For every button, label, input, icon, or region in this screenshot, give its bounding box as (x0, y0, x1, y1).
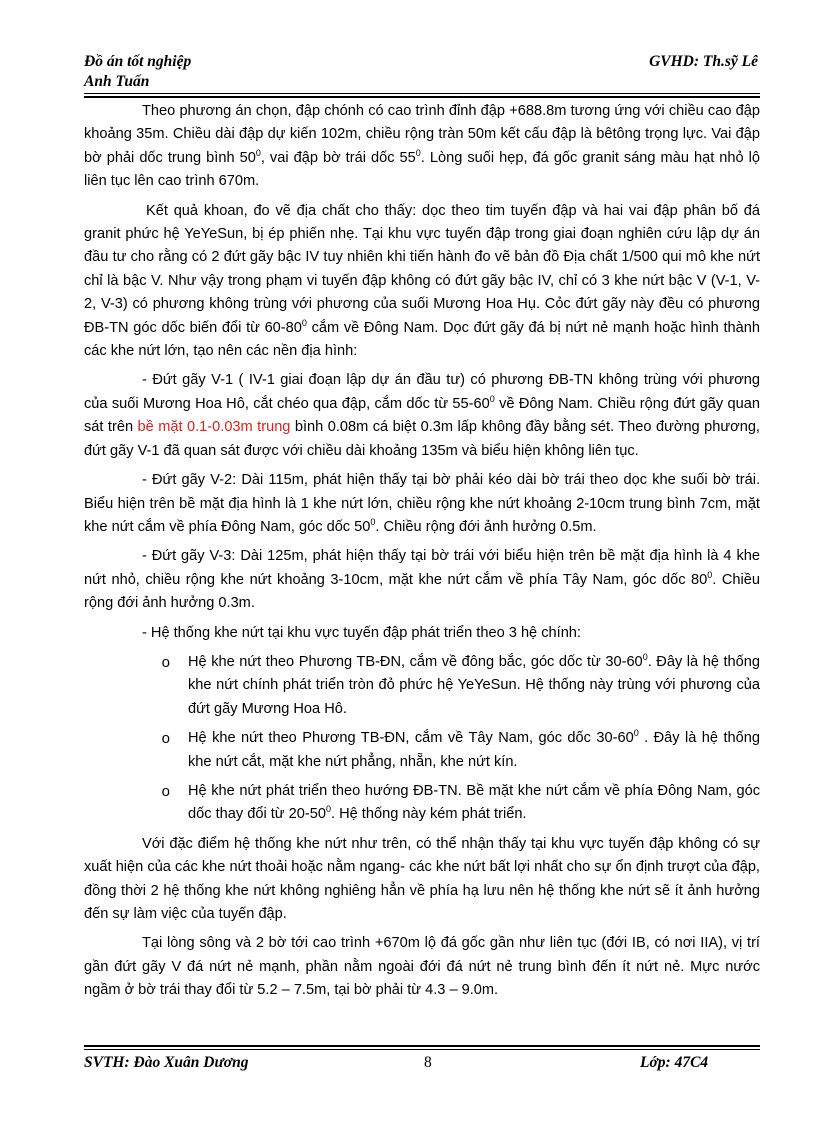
paragraph-riverbed-groundwater: Tại lòng sông và 2 bờ tới cao trình +670m lộ đá gốc gần như liên tục (đới IB, có nơi IIA), vị trí gần đứt gãy V đá nứt nẻ mạnh, phần nằm ngoài đới đá nứt nẻ trung bình đến ít nứt nẻ. Mực nước ngầm ở bờ trái thay đổi từ 5.2 – 7.5m, tại bờ phải từ 4.3 – 9.0m. (84, 935, 760, 999)
list-item: o Hệ khe nứt phát triển theo hướng ĐB-TN. Bề mặt khe nứt cắm về phía Đông Nam, góc dốc thay đổi từ $20-50^0$. Hệ thống này kém phát triển. (84, 780, 760, 827)
header-rule (84, 93, 760, 94)
header-advisor-name: Anh Tuấn (84, 73, 150, 90)
paragraph-dam-overview: Theo phương án chọn, đập chónh có cao trình đỉnh đập +688.8m tương ứng với chiều cao đập khoảng 35m. Chiều dài đập dự kiến 102m, chiều rộng tràn 50m kết cấu đập là bêtông trọng lực. Vai đập bờ phải dốc trung bình $50^0$, vai đập bờ trái dốc $55^0$. Lòng suối hẹp, đá gốc granit sáng màu hạt nhỏ lộ liên tục lên cao trình 670m. (84, 103, 761, 190)
header-left (84, 52, 191, 92)
footer-class: Lớp: 47C4 (640, 1054, 709, 1071)
footer-rule-thick (84, 1045, 760, 1047)
list-item: o Hệ khe nứt theo Phương TB-ĐN, cắm về Tây Nam, góc dốc $30-60^0$ . Đây là hệ thống khe nứt cắt, mặt khe nứt phẳng, nhẵn, khe nứt kín. (84, 727, 760, 774)
list-item: o Hệ khe nứt theo Phương TB-ĐN, cắm về đông bắc, góc dốc từ $30-60^0$. Đây là hệ thống khe nứt chính phát triển tròn đỏ phức hệ YeYeSun. Hệ thống này trùng với phương của đứt gãy Mương Hoa Hô. (84, 651, 760, 721)
bullet-marker: o (161, 730, 170, 748)
paragraph-fracture-systems: - Hệ thống khe nứt tại khu vực tuyến đập phát triển theo 3 hệ chính: (142, 624, 581, 641)
bullet-marker: o (161, 653, 170, 671)
footer-student: SVTH: Đào Xuân Dương (84, 1054, 249, 1071)
bullet-marker: o (161, 782, 170, 800)
footer-rule (84, 1049, 760, 1050)
paragraph-drilling-results: Kết quả khoan, đo vẽ địa chất cho thấy: dọc theo tim tuyến đập và hai vai đập phân bố đá granit phức hệ YeYeSun, bị ép phiến nhẹ. Tại khu vực tuyến đập trong giai đoạn nghiên cứu lập dự án đầu tư cho rằng có 2 đứt gãy bậc IV tuy nhiên khi tiến hành đo vẽ bản đồ Địa chất 1/500 qui mô khe nứt chỉ là bậc V. Như vậy trong phạm vi tuyến đập không có đứt gãy bậc IV, chỉ có 3 khe nứt bậc V (V-1, V-2, V-3) có phương không trùng với phương của suối Mương Hoa Hụ. Cỏc đứt gãy này đều có phương ĐB-TN góc dốc biến đổi từ $60-80^0$ cắm về Đông Nam. Dọc đứt gãy đá bị nứt nẻ mạnh hoặc hình thành các khe nứt lớn, tạo nên các nền địa hình: (84, 202, 760, 360)
paragraph-fault-v1: - Đứt gãy V-1 ( IV-1 giai đoạn lập dự án đầu tư) có phương ĐB-TN không trùng với phương của suối Mương Hoa Hô, cắt chéo qua đập, cắm dốc từ $55-60^0$ về Đông Nam. Chiều rộng đứt gãy quan sát trên bề mặt 0.1-0.03m trung bình 0.08m cá biệt 0.3m lấp không đầy bằng sét. Theo đường phương, đứt gãy V-1 đã quan sát được với chiều dài khoảng 135m và biểu hiện không liên tục. (84, 372, 760, 459)
paragraph-fault-v2: - Đứt gãy V-2: Dài 115m, phát hiện thấy tại bờ phải kéo dài bờ trái theo dọc khe suối bờ trái. Biểu hiện trên bề mặt địa hình là 1 khe nứt lớn, chiều rộng khe nứt khoảng 2-10cm trung bình 7cm, mặt khe nứt cắm về phía Đông Nam, góc dốc $50^0$. Chiều rộng đới ảnh hưởng 0.5m. (84, 472, 760, 535)
document-body (84, 100, 760, 1009)
paragraph-fault-v3: - Đứt gãy V-3: Dài 125m, phát hiện thấy tại bờ trái với biểu hiện trên bề mặt địa hình là 4 khe nứt nhỏ, chiều rộng khe nứt khoảng 3-10cm, mặt khe nứt cắm về phía Tây Nam, góc dốc $80^0$. Chiều rộng đới ảnh hưởng 0.3m. (84, 548, 760, 612)
paragraph-fracture-conclusion: Với đặc điểm hệ thống khe nứt như trên, có thể nhận thấy tại khu vực tuyến đập không có sự xuất hiện của các khe nứt thoải hoặc nằm ngang- các khe nứt bất lợi nhất cho sự ổn định trượt của đập, đồng thời 2 hệ thống khe nứt không nghiêng hẳn về phía hạ lưu nên hệ thống khe nứt sẽ ít ảnh hưởng đến sự làm việc của tuyến đập. (84, 835, 760, 922)
header-advisor: GVHD: Th.sỹ Lê (649, 53, 758, 70)
header-rule-thick (84, 96, 760, 98)
page-number: 8 (424, 1054, 432, 1071)
header-thesis-title: Đồ án tốt nghiệp (84, 53, 192, 70)
highlighted-text: bề mặt 0.1-0.03m trung (137, 419, 291, 436)
